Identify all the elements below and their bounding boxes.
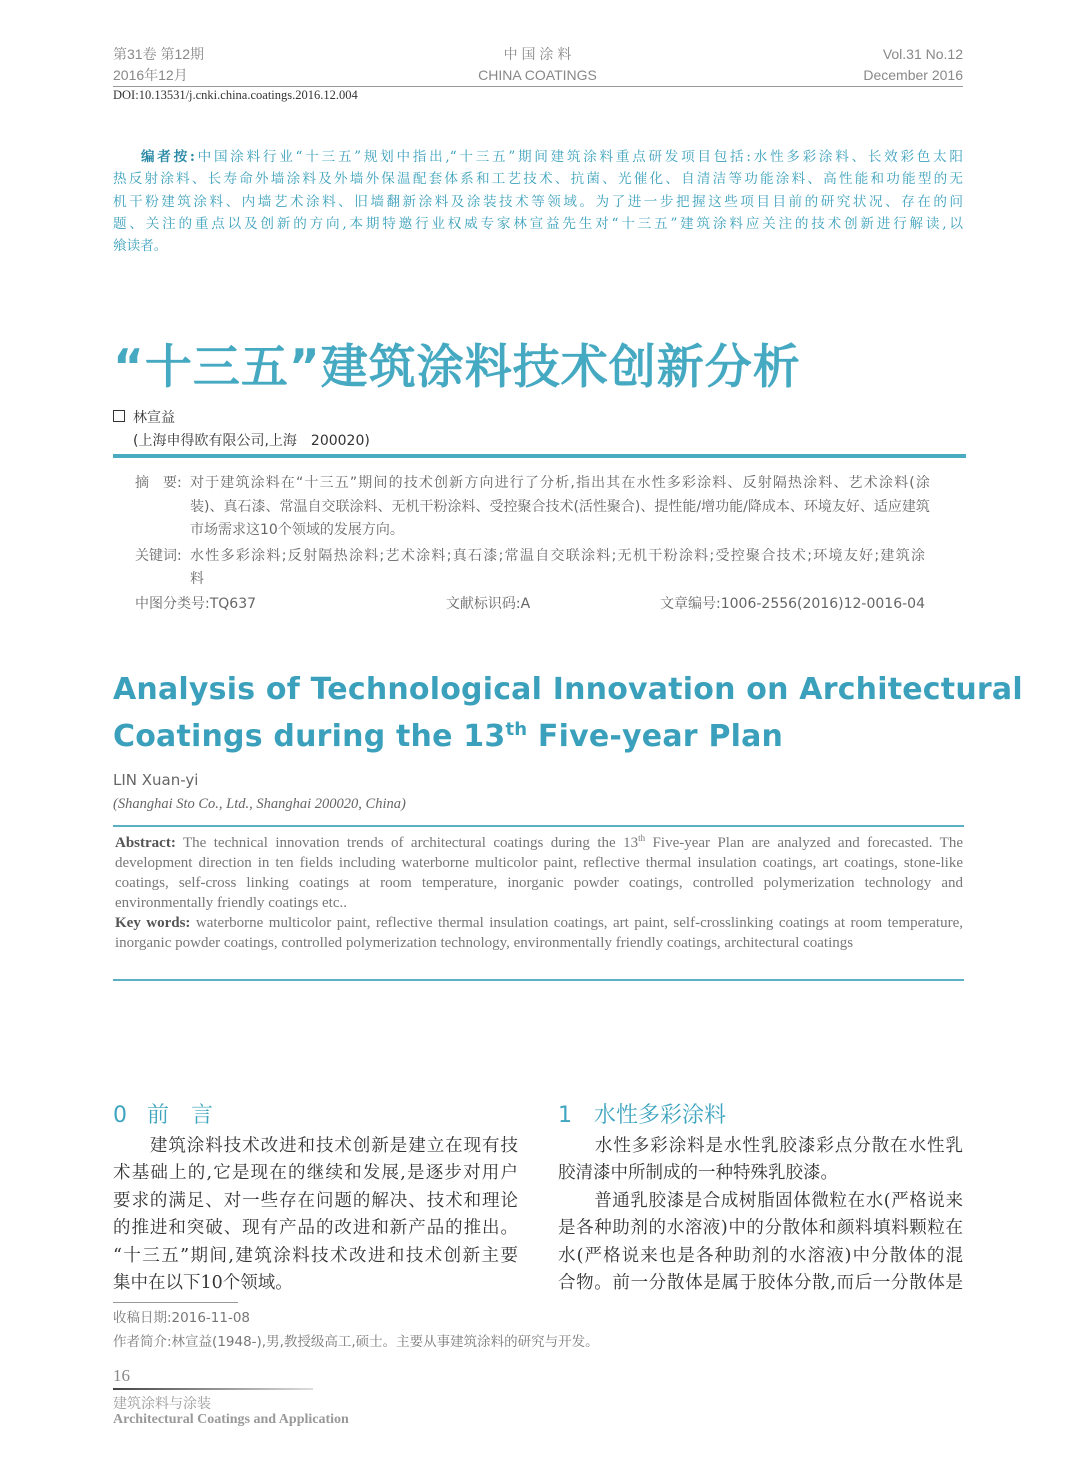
section-body bbox=[113, 1133, 518, 1297]
page-number: 16 bbox=[113, 1366, 130, 1385]
body-line: 术基础上的,它是现在的继续和发展,是逐步对用户 bbox=[113, 1163, 518, 1184]
abstract-cn bbox=[135, 472, 930, 616]
keywords-cn-label: 关键词: bbox=[135, 547, 182, 564]
abstract-cn-label: 摘 要: bbox=[135, 475, 182, 491]
keywords-en-paragraph bbox=[115, 913, 963, 953]
section-title: 水性多彩涂料 bbox=[594, 1103, 727, 1128]
footer-journal-cn: 建筑涂料与涂装 bbox=[113, 1396, 211, 1412]
editor-note-line: 题、关注的重点以及创新的方向,本期特邀行业权威专家林宣益先生对“十三五”建筑涂料应关注的技术创新进行解读,以 bbox=[113, 215, 963, 232]
date-cn: 2016年12月 bbox=[113, 67, 188, 83]
abstract-en bbox=[115, 833, 963, 953]
footer-rule bbox=[113, 1388, 313, 1390]
keywords-en-text: waterborne multicolor paint, reflective thermal insulation coatings, art paint, self-crosslinking coatings at room temperature, inorganic powder coatings, controlled polymerization technology, environmentally friendly coatings, architectural coatings bbox=[115, 915, 963, 951]
author-block-cn bbox=[113, 407, 175, 427]
keywords-cn-line: 水性多彩涂料;反射隔热涂料;艺术涂料;真石漆;常温自交联涂料;无机干粉涂料;受控聚合技术;环境友好;建筑涂 bbox=[190, 547, 925, 564]
abstract-en-label: Abstract: bbox=[115, 835, 176, 851]
abstract-top-rule bbox=[113, 825, 964, 827]
section-heading bbox=[113, 1098, 518, 1129]
body-line: “十三五”期间,建筑涂料技术改进和技术创新主要 bbox=[113, 1245, 518, 1266]
body-line: 集中在以下10个领域。 bbox=[113, 1273, 293, 1294]
abstract-cn-line: 对于建筑涂料在“十三五”期间的技术创新方向进行了分析,指出其在水性多彩涂料、反射隔热涂料、艺术涂料(涂 bbox=[190, 475, 930, 491]
title-en-text: Coatings during the 13 bbox=[113, 719, 506, 754]
affiliation-cn: (上海申得欧有限公司,上海 200020) bbox=[133, 433, 370, 449]
body-line: 水(严格说来也是各种助剂的水溶液)中分散体的混 bbox=[558, 1245, 963, 1266]
section-0 bbox=[113, 1098, 518, 1297]
body-line: 是各种助剂的水溶液)中的分散体和颜料填料颗粒在 bbox=[558, 1218, 963, 1239]
received-date: 收稿日期:2016-11-08 bbox=[113, 1310, 251, 1326]
author-en: LIN Xuan-yi bbox=[113, 771, 199, 789]
keywords-cn-line: 料 bbox=[190, 571, 204, 587]
section-title: 前 言 bbox=[147, 1103, 214, 1128]
issue-info-en bbox=[863, 44, 963, 86]
editor-note-line: 机干粉建筑涂料、内墙艺术涂料、旧墙翻新涂料及涂装技术等领域。为了进一步把握这些项目目前的研究状况、存在的问 bbox=[113, 193, 963, 210]
classification-row bbox=[135, 593, 925, 617]
journal-name-cn: 中 国 涂 料 bbox=[503, 46, 572, 62]
body-line: 水性多彩涂料是水性乳胶漆彩点分散在水性乳 bbox=[558, 1136, 963, 1156]
title-rule bbox=[113, 454, 966, 458]
body-line: 建筑涂料技术改进和技术创新是建立在现有技 bbox=[113, 1136, 518, 1156]
section-number: 1 bbox=[558, 1103, 572, 1128]
abstract-cn-line: 装)、真石漆、常温自交联涂料、无机干粉涂料、受控聚合技术(活性聚合)、提性能/增功能/降成本、环境友好、适应建筑 bbox=[190, 498, 930, 515]
abstract-en-text: The technical innovation trends of architectural coatings during the 13 bbox=[175, 835, 639, 851]
section-heading bbox=[558, 1098, 963, 1129]
keywords-en-label: Key words: bbox=[115, 915, 191, 931]
author-cn: 林宣益 bbox=[133, 410, 175, 426]
editor-note-label: 编者按: bbox=[141, 149, 195, 165]
section-1 bbox=[558, 1098, 963, 1297]
editor-note-line: 中国涂料行业“十三五”规划中指出,“十三五”期间建筑涂料重点研发项目包括:水性多彩涂料、长效彩色太阳 bbox=[194, 149, 963, 165]
page-title-en-line1: Analysis of Technological Innovation on Architectural bbox=[113, 672, 1023, 707]
body-line: 普通乳胶漆是合成树脂固体微粒在水(严格说来 bbox=[558, 1190, 963, 1211]
editor-note-line: 热反射涂料、长寿命外墙涂料及外墙外保温配套体系和工艺技术、抗菌、光催化、自清洁等功能涂料、高性能和功能型的无 bbox=[113, 171, 963, 188]
document-code: 文献标识码:A bbox=[445, 595, 531, 612]
abstract-en-paragraph bbox=[115, 833, 963, 913]
body-line: 的推进和突破、现有产品的改进和新产品的推出。 bbox=[113, 1218, 518, 1239]
editor-note bbox=[113, 146, 963, 257]
body-line: 要求的满足、对一些存在问题的解决、技术和理论 bbox=[113, 1190, 518, 1211]
article-number: 文章编号:1006-2556(2016)12-0016-04 bbox=[660, 595, 925, 612]
abstract-en-text: Five-year Plan are analyzed and forecasted. The development direction in ten fields including waterborne multicolor paint, reflective thermal insulation coatings, art coatings, stone-like coatings, self-cross linking coatings at room temperature, inorganic powder coatings, controlled polymerization technology and environmentally friendly coatings etc.. bbox=[115, 835, 964, 911]
footnote-rule bbox=[113, 1302, 238, 1303]
section-number: 0 bbox=[113, 1103, 127, 1128]
abstract-en-sup: th bbox=[638, 833, 646, 843]
page-title-cn: “十三五”建筑涂料技术创新分析 bbox=[113, 340, 801, 395]
header-rule bbox=[113, 86, 963, 87]
author-bio: 作者简介:林宣益(1948-),男,教授级高工,硕士。主要从事建筑涂料的研究与开发。 bbox=[113, 1334, 599, 1350]
doi: DOI:10.13531/j.cnki.china.coatings.2016.12.004 bbox=[113, 88, 358, 102]
editor-note-line: 飨读者。 bbox=[113, 238, 168, 255]
footer-journal-en: Architectural Coatings and Application bbox=[113, 1412, 349, 1427]
date-en: December 2016 bbox=[863, 67, 963, 83]
body-line: 胶清漆中所制成的一种特殊乳胶漆。 bbox=[558, 1163, 838, 1184]
clc-number: 中图分类号:TQ637 bbox=[135, 595, 257, 612]
journal-name-en: CHINA COATINGS bbox=[478, 67, 597, 83]
volume-issue-en: Vol.31 No.12 bbox=[882, 46, 963, 62]
section-body bbox=[558, 1133, 963, 1297]
affiliation-en: (Shanghai Sto Co., Ltd., Shanghai 200020, China) bbox=[113, 796, 406, 812]
abstract-cn-line: 市场需求这10个领域的发展方向。 bbox=[190, 522, 404, 538]
body-line: 合物。前一分散体是属于胶体分散,而后一分散体是 bbox=[558, 1273, 963, 1294]
title-en-text: Five-year Plan bbox=[527, 719, 784, 754]
title-en-sup: th bbox=[505, 719, 528, 740]
volume-issue-cn: 第31卷 第12期 bbox=[113, 46, 205, 62]
abstract-bottom-rule bbox=[113, 979, 964, 981]
page-title-en-line2 bbox=[113, 719, 783, 754]
square-bullet-icon bbox=[113, 410, 125, 422]
